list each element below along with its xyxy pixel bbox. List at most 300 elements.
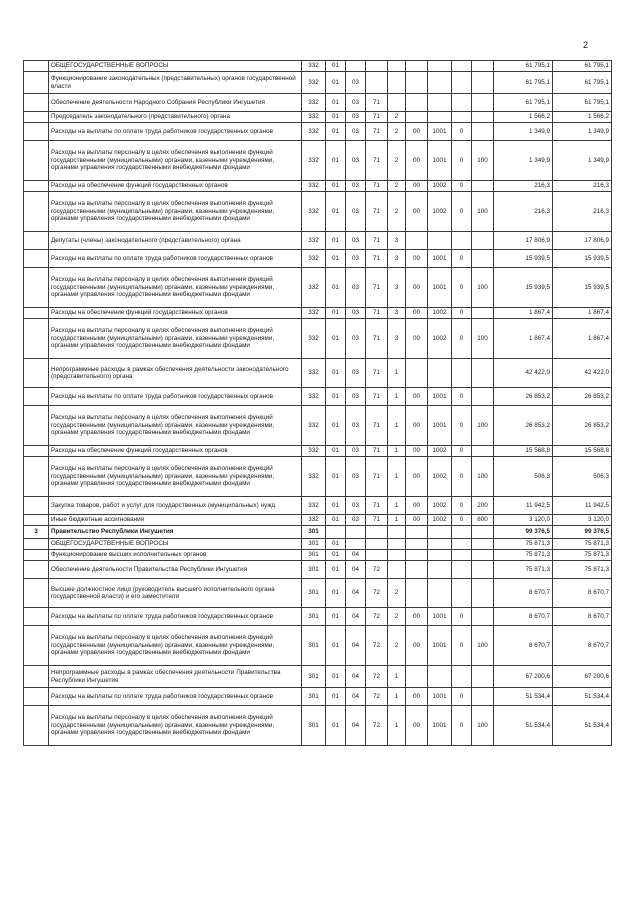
direction-code: 1001	[428, 406, 452, 446]
table-row	[24, 526, 612, 539]
amount-2: 506,3	[553, 457, 612, 497]
section-code: 01	[326, 406, 346, 446]
expense-type-code: 100	[472, 319, 494, 359]
direction-code	[428, 112, 452, 123]
program-code	[366, 72, 388, 94]
direction-code: 1001	[428, 141, 452, 181]
subprogram-code: 1	[388, 406, 406, 446]
group-code: 00	[406, 319, 428, 359]
amount-1: 1 349,9	[494, 123, 553, 141]
section-code: 01	[326, 61, 346, 72]
direction-suffix: 0	[452, 446, 472, 457]
program-code: 71	[366, 457, 388, 497]
section-code: 01	[326, 706, 346, 746]
amount-1: 3 120,0	[494, 515, 553, 526]
amount-2: 15 939,5	[553, 268, 612, 308]
item-name: Расходы на выплаты персоналу в целях обеспечения выполнения функций государственными (муниципальными) органами, казенными учреждениями, органами управления государственными внебюджетными фондами	[49, 457, 302, 497]
group-code: 00	[406, 250, 428, 268]
budget-table	[23, 60, 612, 746]
table-row	[24, 688, 612, 706]
direction-suffix	[452, 359, 472, 388]
subsection-code: 03	[346, 72, 366, 94]
row-number	[24, 72, 49, 94]
amount-1: 216,3	[494, 181, 553, 192]
section-code: 01	[326, 181, 346, 192]
program-code: 71	[366, 319, 388, 359]
ministry-code: 332	[302, 515, 326, 526]
section-code: 01	[326, 319, 346, 359]
section-code: 01	[326, 446, 346, 457]
subsection-code: 03	[346, 388, 366, 406]
row-number	[24, 61, 49, 72]
row-number	[24, 539, 49, 550]
subsection-code: 03	[346, 123, 366, 141]
amount-1: 26 853,2	[494, 406, 553, 446]
item-name: Расходы на выплаты персоналу в целях обеспечения выполнения функций государственными (муниципальными) органами, казенными учреждениями, органами управления государственными внебюджетными фондами	[49, 268, 302, 308]
ministry-code: 332	[302, 268, 326, 308]
ministry-code: 301	[302, 706, 326, 746]
item-name: Расходы на выплаты по оплате труда работников государственных органов	[49, 608, 302, 626]
section-code: 01	[326, 550, 346, 561]
row-number	[24, 94, 49, 112]
amount-2: 1 566,2	[553, 112, 612, 123]
row-number	[24, 406, 49, 446]
direction-suffix: 0	[452, 608, 472, 626]
direction-suffix	[452, 561, 472, 579]
group-code	[406, 539, 428, 550]
subprogram-code: 1	[388, 388, 406, 406]
subsection-code: 04	[346, 626, 366, 666]
section-code: 01	[326, 308, 346, 319]
amount-2: 8 670,7	[553, 626, 612, 666]
table-row	[24, 579, 612, 608]
item-name: Функционирование высших исполнительных органов	[49, 550, 302, 561]
subprogram-code	[388, 526, 406, 539]
section-code: 01	[326, 626, 346, 666]
row-number	[24, 141, 49, 181]
subsection-code: 03	[346, 232, 366, 250]
ministry-code: 301	[302, 579, 326, 608]
row-number	[24, 608, 49, 626]
subsection-code: 03	[346, 112, 366, 123]
expense-type-code	[472, 232, 494, 250]
table-row	[24, 123, 612, 141]
amount-2: 75 871,3	[553, 550, 612, 561]
direction-code: 1001	[428, 388, 452, 406]
group-code	[406, 359, 428, 388]
group-code: 00	[406, 123, 428, 141]
amount-2: 51 534,4	[553, 706, 612, 746]
item-name: Расходы на выплаты персоналу в целях обеспечения выполнения функций государственными (муниципальными) органами, казенными учреждениями, органами управления государственными внебюджетными фондами	[49, 406, 302, 446]
amount-1: 1 566,2	[494, 112, 553, 123]
direction-suffix	[452, 579, 472, 608]
direction-code	[428, 550, 452, 561]
amount-2: 15 939,5	[553, 250, 612, 268]
expense-type-code	[472, 608, 494, 626]
direction-suffix: 0	[452, 192, 472, 232]
program-code	[366, 526, 388, 539]
section-code: 01	[326, 141, 346, 181]
group-code	[406, 61, 428, 72]
row-number	[24, 250, 49, 268]
item-name: Расходы на выплаты персоналу в целях обеспечения выполнения функций государственными (муниципальными) органами, казенными учреждениями, органами управления государственными внебюджетными фондами	[49, 319, 302, 359]
section-code: 01	[326, 497, 346, 515]
amount-2: 51 534,4	[553, 688, 612, 706]
amount-1: 15 939,5	[494, 268, 553, 308]
item-name: Обеспечение деятельности Народного Собрания Республики Ингушетия	[49, 94, 302, 112]
subprogram-code	[388, 539, 406, 550]
section-code: 01	[326, 561, 346, 579]
direction-suffix: 0	[452, 250, 472, 268]
subprogram-code: 1	[388, 688, 406, 706]
subsection-code: 04	[346, 579, 366, 608]
expense-type-code: 100	[472, 192, 494, 232]
item-name: Высшее должностное лицо (руководитель высшего исполнительного органа государственной власти) и его заместители	[49, 579, 302, 608]
item-name: Функционирование законодательных (представительных) органов государственной власти	[49, 72, 302, 94]
program-code: 72	[366, 706, 388, 746]
expense-type-code	[472, 550, 494, 561]
amount-2: 8 670,7	[553, 608, 612, 626]
amount-1: 75 871,3	[494, 539, 553, 550]
ministry-code: 301	[302, 688, 326, 706]
amount-2: 3 120,0	[553, 515, 612, 526]
ministry-code: 332	[302, 112, 326, 123]
item-name: Иные бюджетные ассигнования	[49, 515, 302, 526]
item-name: Закупка товаров, работ и услуг для государственных (муниципальных) нужд	[49, 497, 302, 515]
program-code	[366, 539, 388, 550]
amount-1: 506,3	[494, 457, 553, 497]
direction-code	[428, 359, 452, 388]
amount-2: 75 871,3	[553, 561, 612, 579]
direction-suffix	[452, 94, 472, 112]
program-code: 71	[366, 112, 388, 123]
program-code	[366, 61, 388, 72]
item-name: Председатель законодательного (представительного) органа	[49, 112, 302, 123]
ministry-code: 301	[302, 539, 326, 550]
direction-code: 1001	[428, 706, 452, 746]
ministry-code: 301	[302, 550, 326, 561]
amount-2: 1 867,4	[553, 308, 612, 319]
group-code: 00	[406, 706, 428, 746]
ministry-code: 332	[302, 457, 326, 497]
program-code: 71	[366, 94, 388, 112]
expense-type-code	[472, 61, 494, 72]
ministry-code: 301	[302, 608, 326, 626]
direction-code	[428, 666, 452, 688]
ministry-code: 301	[302, 666, 326, 688]
expense-type-code: 100	[472, 268, 494, 308]
row-number	[24, 666, 49, 688]
amount-1: 51 534,4	[494, 688, 553, 706]
subprogram-code: 3	[388, 250, 406, 268]
amount-1: 8 670,7	[494, 579, 553, 608]
amount-2: 17 806,9	[553, 232, 612, 250]
direction-suffix: 0	[452, 497, 472, 515]
amount-1: 15 568,8	[494, 446, 553, 457]
item-name: ОБЩЕГОСУДАРСТВЕННЫЕ ВОПРОСЫ	[49, 539, 302, 550]
program-code: 71	[366, 359, 388, 388]
group-code: 00	[406, 308, 428, 319]
table-row	[24, 308, 612, 319]
program-code: 71	[366, 250, 388, 268]
group-code: 00	[406, 446, 428, 457]
program-code: 72	[366, 626, 388, 666]
expense-type-code	[472, 181, 494, 192]
amount-2: 11 942,5	[553, 497, 612, 515]
section-code: 01	[326, 250, 346, 268]
direction-code: 1002	[428, 515, 452, 526]
amount-1: 61 795,1	[494, 72, 553, 94]
subsection-code: 04	[346, 550, 366, 561]
row-number	[24, 112, 49, 123]
table-row	[24, 181, 612, 192]
direction-code: 1002	[428, 181, 452, 192]
table-row	[24, 561, 612, 579]
subsection-code	[346, 61, 366, 72]
row-number	[24, 497, 49, 515]
group-code	[406, 72, 428, 94]
subsection-code: 04	[346, 706, 366, 746]
section-code: 01	[326, 232, 346, 250]
direction-code: 1002	[428, 497, 452, 515]
group-code: 00	[406, 388, 428, 406]
expense-type-code	[472, 526, 494, 539]
direction-code	[428, 539, 452, 550]
amount-1: 42 422,0	[494, 359, 553, 388]
group-code	[406, 232, 428, 250]
expense-type-code	[472, 123, 494, 141]
direction-code	[428, 561, 452, 579]
subprogram-code: 1	[388, 706, 406, 746]
amount-1: 216,3	[494, 192, 553, 232]
item-name: Расходы на обеспечение функций государственных органов	[49, 308, 302, 319]
budget-table-body	[24, 61, 612, 746]
program-code: 71	[366, 388, 388, 406]
section-code: 01	[326, 112, 346, 123]
row-number	[24, 706, 49, 746]
group-code: 00	[406, 181, 428, 192]
row-number	[24, 123, 49, 141]
subprogram-code: 3	[388, 232, 406, 250]
ministry-code: 332	[302, 250, 326, 268]
table-row	[24, 608, 612, 626]
ministry-code: 332	[302, 94, 326, 112]
subprogram-code: 3	[388, 308, 406, 319]
expense-type-code: 100	[472, 141, 494, 181]
subprogram-code	[388, 550, 406, 561]
expense-type-code: 200	[472, 497, 494, 515]
subprogram-code	[388, 72, 406, 94]
expense-type-code	[472, 250, 494, 268]
section-code: 01	[326, 515, 346, 526]
subsection-code: 03	[346, 515, 366, 526]
program-code: 71	[366, 308, 388, 319]
table-row	[24, 539, 612, 550]
subsection-code: 03	[346, 192, 366, 232]
direction-suffix: 0	[452, 706, 472, 746]
subsection-code: 03	[346, 406, 366, 446]
row-number	[24, 515, 49, 526]
amount-1: 99 376,5	[494, 526, 553, 539]
table-row	[24, 61, 612, 72]
direction-code	[428, 232, 452, 250]
row-number	[24, 268, 49, 308]
ministry-code: 332	[302, 388, 326, 406]
direction-code	[428, 579, 452, 608]
direction-code: 1001	[428, 268, 452, 308]
ministry-code: 332	[302, 319, 326, 359]
subprogram-code: 1	[388, 515, 406, 526]
direction-suffix: 0	[452, 457, 472, 497]
ministry-code: 332	[302, 232, 326, 250]
direction-suffix: 0	[452, 319, 472, 359]
amount-2: 61 795,1	[553, 94, 612, 112]
amount-1: 67 200,6	[494, 666, 553, 688]
subsection-code: 03	[346, 181, 366, 192]
item-name: Непрограммные расходы в рамках обеспечения деятельности законодательного (представительного) органа	[49, 359, 302, 388]
expense-type-code	[472, 72, 494, 94]
section-code: 01	[326, 666, 346, 688]
ministry-code: 301	[302, 561, 326, 579]
subsection-code	[346, 539, 366, 550]
item-name: Расходы на обеспечение функций государственных органов	[49, 446, 302, 457]
expense-type-code	[472, 561, 494, 579]
program-code: 71	[366, 181, 388, 192]
direction-suffix: 0	[452, 141, 472, 181]
subsection-code	[346, 526, 366, 539]
program-code: 71	[366, 268, 388, 308]
amount-1: 26 853,2	[494, 388, 553, 406]
item-name: Расходы на выплаты персоналу в целях обеспечения выполнения функций государственными (муниципальными) органами, казенными учреждениями, органами управления государственными внебюджетными фондами	[49, 706, 302, 746]
group-code: 00	[406, 497, 428, 515]
expense-type-code	[472, 388, 494, 406]
amount-1: 1 867,4	[494, 308, 553, 319]
direction-suffix: 0	[452, 515, 472, 526]
subsection-code: 03	[346, 141, 366, 181]
row-number	[24, 579, 49, 608]
item-name: Расходы на выплаты персоналу в целях обеспечения выполнения функций государственными (муниципальными) органами, казенными учреждениями, органами управления государственными внебюджетными фондами	[49, 141, 302, 181]
direction-suffix: 0	[452, 308, 472, 319]
section-code: 01	[326, 94, 346, 112]
program-code: 71	[366, 123, 388, 141]
amount-2: 26 853,2	[553, 406, 612, 446]
item-name: Расходы на выплаты персоналу в целях обеспечения выполнения функций государственными (муниципальными) органами, казенными учреждениями, органами управления государственными внебюджетными фондами	[49, 626, 302, 666]
expense-type-code	[472, 688, 494, 706]
direction-suffix	[452, 72, 472, 94]
amount-2: 61 795,1	[553, 72, 612, 94]
program-code: 72	[366, 666, 388, 688]
table-row	[24, 141, 612, 181]
table-row	[24, 666, 612, 688]
group-code: 00	[406, 608, 428, 626]
amount-1: 1 867,4	[494, 319, 553, 359]
expense-type-code	[472, 359, 494, 388]
row-number: 3	[24, 526, 49, 539]
amount-1: 75 871,3	[494, 561, 553, 579]
direction-code: 1002	[428, 446, 452, 457]
page-number: 2	[583, 40, 589, 50]
subprogram-code: 2	[388, 181, 406, 192]
section-code: 01	[326, 539, 346, 550]
item-name: Расходы на выплаты по оплате труда работников государственных органов	[49, 388, 302, 406]
group-code: 00	[406, 626, 428, 666]
item-name: Депутаты (члены) законодательного (представительного) органа	[49, 232, 302, 250]
direction-code: 1002	[428, 308, 452, 319]
section-code: 01	[326, 268, 346, 308]
group-code	[406, 579, 428, 608]
program-code: 72	[366, 608, 388, 626]
amount-1: 61 795,1	[494, 61, 553, 72]
subprogram-code: 2	[388, 579, 406, 608]
group-code	[406, 94, 428, 112]
subprogram-code: 2	[388, 608, 406, 626]
amount-1: 75 871,3	[494, 550, 553, 561]
expense-type-code	[472, 539, 494, 550]
amount-2: 75 871,3	[553, 539, 612, 550]
row-number	[24, 446, 49, 457]
table-row	[24, 250, 612, 268]
direction-code: 1002	[428, 457, 452, 497]
item-name: Правительство Республики Ингушетия	[49, 526, 302, 539]
program-code: 71	[366, 497, 388, 515]
direction-suffix	[452, 550, 472, 561]
subsection-code: 04	[346, 561, 366, 579]
subsection-code: 04	[346, 666, 366, 688]
direction-suffix	[452, 526, 472, 539]
table-row	[24, 268, 612, 308]
subprogram-code: 2	[388, 123, 406, 141]
amount-1: 1 349,9	[494, 141, 553, 181]
ministry-code: 332	[302, 192, 326, 232]
item-name: Обеспечение деятельности Правительства Республики Ингушетия	[49, 561, 302, 579]
row-number	[24, 626, 49, 666]
direction-code	[428, 72, 452, 94]
subprogram-code: 3	[388, 268, 406, 308]
expense-type-code: 100	[472, 626, 494, 666]
group-code	[406, 526, 428, 539]
ministry-code: 301	[302, 626, 326, 666]
direction-code: 1001	[428, 608, 452, 626]
amount-2: 26 853,2	[553, 388, 612, 406]
program-code: 71	[366, 406, 388, 446]
item-name: ОБЩЕГОСУДАРСТВЕННЫЕ ВОПРОСЫ	[49, 61, 302, 72]
subprogram-code: 1	[388, 359, 406, 388]
subsection-code: 03	[346, 457, 366, 497]
item-name: Расходы на обеспечение функций государственных органов	[49, 181, 302, 192]
table-row	[24, 446, 612, 457]
amount-2: 1 867,4	[553, 319, 612, 359]
subsection-code: 03	[346, 308, 366, 319]
subprogram-code	[388, 561, 406, 579]
amount-1: 8 670,7	[494, 608, 553, 626]
ministry-code: 332	[302, 72, 326, 94]
program-code: 72	[366, 579, 388, 608]
subprogram-code: 2	[388, 141, 406, 181]
section-code: 01	[326, 457, 346, 497]
program-code: 71	[366, 515, 388, 526]
expense-type-code	[472, 308, 494, 319]
group-code	[406, 112, 428, 123]
row-number	[24, 550, 49, 561]
amount-1: 15 939,5	[494, 250, 553, 268]
table-row	[24, 497, 612, 515]
direction-code: 1001	[428, 123, 452, 141]
expense-type-code	[472, 446, 494, 457]
ministry-code: 332	[302, 141, 326, 181]
direction-suffix	[452, 232, 472, 250]
group-code: 00	[406, 457, 428, 497]
section-code: 01	[326, 388, 346, 406]
